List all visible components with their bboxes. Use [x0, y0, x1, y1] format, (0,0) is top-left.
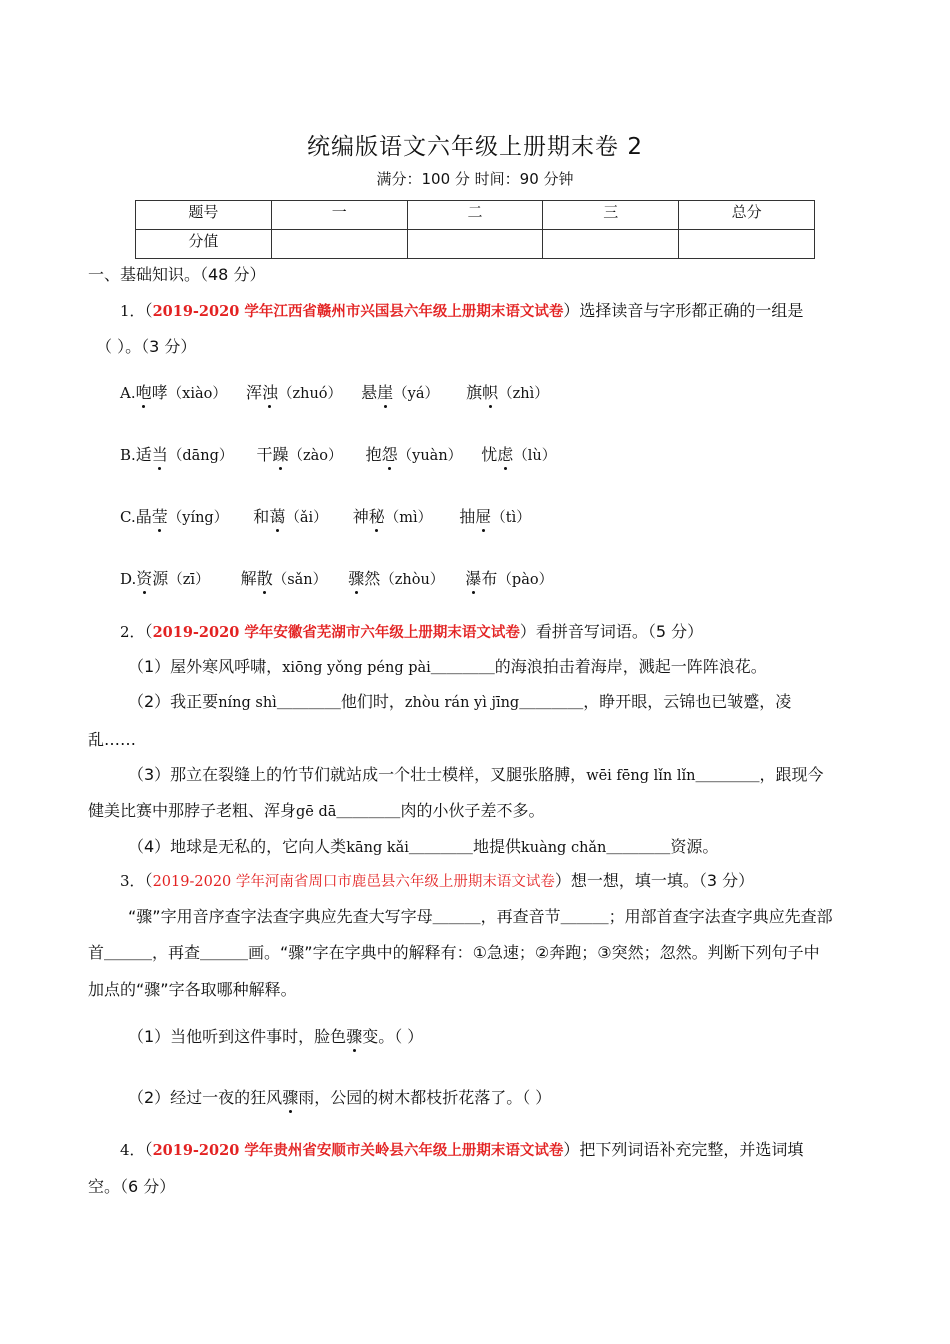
pinyin: （dāng）: [167, 448, 234, 464]
table-cell[interactable]: [679, 230, 815, 259]
table-cell[interactable]: [407, 230, 543, 259]
pinyin: （xiào）: [167, 386, 227, 402]
question-number: 1．: [120, 302, 145, 320]
text: （4）地球是无私的，它向人类: [128, 837, 347, 856]
char: 布: [481, 569, 498, 588]
pinyin: （pào）: [497, 572, 554, 588]
answer-blank[interactable]: ＿＿＿＿: [336, 801, 401, 820]
char: 旗: [466, 383, 483, 402]
pinyin: kuàng chǎn: [520, 840, 607, 856]
question-number: 2．: [120, 623, 145, 641]
char: 源: [152, 569, 169, 588]
paren-open: （: [144, 301, 153, 320]
char: 哮: [151, 383, 168, 402]
text: （1）当他听到这件事时，脸色: [128, 1027, 347, 1046]
question-3: [120, 868, 754, 891]
q3-item-2: [128, 1085, 551, 1108]
text: ，跟现今: [759, 765, 824, 784]
char: 浑: [245, 383, 262, 402]
pinyin: （yuàn）: [397, 448, 463, 464]
text: （1）屋外寒风呼啸，: [128, 657, 283, 676]
table-cell[interactable]: [271, 230, 407, 259]
dotted-char: 骤: [348, 566, 364, 589]
char: 解: [240, 569, 257, 588]
paren-open: （: [144, 1140, 153, 1159]
answer-blank[interactable]: ＿＿＿＿: [276, 692, 341, 711]
dotted-char: 怨: [382, 442, 398, 465]
paren-open: （: [144, 871, 153, 890]
dotted-char: 莹: [152, 504, 168, 527]
question-4-cont: 空。（6 分）: [88, 1177, 176, 1196]
pinyin: wēi fēng lǐn lǐn: [586, 768, 696, 784]
q2-item-2-cont: 乱……: [88, 730, 137, 749]
q2-item-4: [128, 834, 718, 857]
q3-paragraph-line: 加点的“骤”字各取哪种解释。: [88, 980, 297, 999]
q2-item-3: [128, 762, 823, 785]
dotted-char: 躁: [273, 442, 289, 465]
pinyin: （ǎi）: [285, 510, 328, 526]
option-a[interactable]: [120, 380, 549, 403]
score-table: [135, 200, 815, 259]
answer-blank[interactable]: ＿＿＿＿: [408, 837, 473, 856]
question-number: 4．: [120, 1141, 145, 1159]
paren-open: （: [144, 622, 153, 641]
text: 的海浪拍击着海岸，溅起一阵阵浪花。: [494, 657, 767, 676]
option-label: C.: [120, 508, 136, 526]
option-label: B.: [120, 446, 136, 464]
paren-close: ）: [563, 1140, 580, 1159]
text: 肉的小伙子差不多。: [400, 801, 545, 820]
pinyin: （tì）: [491, 510, 531, 526]
table-row: [136, 201, 815, 230]
char: 晶: [135, 507, 152, 526]
option-b[interactable]: [120, 442, 556, 465]
answer-blank[interactable]: ＿＿＿＿: [519, 692, 584, 711]
question-text: 把下列词语补充完整，并选词填: [579, 1140, 804, 1159]
page-subtitle: 满分：100 分 时间：90 分钟: [376, 170, 574, 188]
question-2: [120, 619, 703, 642]
pinyin: （yíng）: [167, 510, 229, 526]
dotted-char: 骤: [346, 1024, 362, 1047]
pinyin: kāng kǎi: [346, 840, 409, 856]
q3-paragraph-line: “骤”字用音序查字法查字典应先查大写字母＿＿＿，再查音节＿＿＿；用部首查字法查字典应先查部: [128, 907, 833, 926]
dotted-char: 帜: [482, 380, 498, 403]
pinyin: （mì）: [384, 510, 433, 526]
char: 悬: [361, 383, 378, 402]
text: （2）我正要: [128, 692, 219, 711]
char: 干: [256, 445, 273, 464]
char: 和: [253, 507, 270, 526]
paren-close: ）: [554, 871, 571, 890]
q2-item-1: [128, 654, 767, 677]
answer-blank[interactable]: ＿＿＿＿: [695, 765, 760, 784]
table-header-cell: 题号: [136, 201, 272, 230]
pinyin: （zī）: [168, 572, 210, 588]
table-header-cell: 总分: [679, 201, 815, 230]
question-1-answer-line: （ ）。（3 分）: [96, 337, 197, 356]
text: 变。（ ）: [362, 1027, 424, 1046]
question-source: 2019-2020 学年河南省周口市鹿邑县六年级上册期末语文试卷: [152, 874, 555, 890]
table-row: [136, 230, 815, 259]
question-number: 3．: [120, 872, 145, 890]
text: 健美比赛中那脖子老粗、浑身: [88, 801, 297, 820]
table-cell: 分值: [136, 230, 272, 259]
dotted-char: 浊: [262, 380, 278, 403]
pinyin: gē dā: [296, 804, 337, 820]
option-label: A.: [120, 384, 136, 402]
question-text: 选择读音与字形都正确的一组是: [579, 301, 804, 320]
char: 忧: [481, 445, 498, 464]
pinyin: xiōng yǒng péng pài: [282, 660, 431, 676]
question-1: [120, 298, 803, 321]
option-d[interactable]: [120, 566, 553, 589]
pinyin: níng shì: [218, 695, 277, 711]
dotted-char: 秘: [369, 504, 385, 527]
text: 地提供: [472, 837, 521, 856]
q2-item-3-cont: [88, 798, 544, 821]
text: （3）那立在裂缝上的竹节们就站成一个壮士模样，叉腿张胳膊，: [128, 765, 587, 784]
text: （2）经过一夜的狂风: [128, 1088, 283, 1107]
dotted-char: 崖: [377, 380, 393, 403]
char: 抱: [365, 445, 382, 464]
text: 他们时，: [340, 692, 405, 711]
dotted-char: 蔼: [269, 504, 285, 527]
char: 神: [352, 507, 369, 526]
pinyin: （zào）: [288, 448, 343, 464]
text: ，睁开眼，云锦也已皱蹙，凌: [583, 692, 792, 711]
pinyin: （zhòu）: [380, 572, 445, 588]
table-cell[interactable]: [543, 230, 679, 259]
char: 然: [364, 569, 381, 588]
char: 抽: [459, 507, 476, 526]
q3-paragraph-line: 首＿＿＿，再查＿＿＿画。“骤”字在字典中的解释有：①急速；②奔跑；③突然；忽然。判断下列句子中: [88, 943, 820, 962]
question-text: 看拼音写词语。（5 分）: [535, 622, 704, 641]
question-text: 想一想，填一填。（3 分）: [570, 871, 755, 890]
pinyin: （zhuó）: [277, 386, 343, 402]
table-header-cell: 二: [407, 201, 543, 230]
text: 资源。: [670, 837, 719, 856]
dotted-char: 瀑: [465, 566, 481, 589]
dotted-char: 虑: [497, 442, 513, 465]
answer-blank[interactable]: ＿＿＿＿: [430, 657, 495, 676]
q3-item-1: [128, 1024, 423, 1047]
q2-item-2: [128, 689, 791, 712]
char: 适: [135, 445, 152, 464]
dotted-char: 骤: [282, 1085, 298, 1108]
dotted-char: 当: [152, 442, 168, 465]
pinyin: （zhì）: [498, 386, 549, 402]
pinyin: （yá）: [393, 386, 439, 402]
answer-blank[interactable]: ＿＿＿＿: [606, 837, 671, 856]
option-label: D.: [120, 570, 137, 588]
table-header-cell: 一: [271, 201, 407, 230]
dotted-char: 资: [136, 566, 152, 589]
paren-close: ）: [519, 622, 536, 641]
text: 雨，公园的树木都枝折花落了。（ ）: [298, 1088, 552, 1107]
pinyin: （lù）: [513, 448, 557, 464]
table-header-cell: 三: [543, 201, 679, 230]
dotted-char: 散: [257, 566, 273, 589]
question-source: 2019-2020 学年江西省赣州市兴国县六年级上册期末语文试卷: [152, 303, 564, 320]
section-heading: 一、基础知识。（48 分）: [88, 265, 266, 284]
dotted-char: 咆: [136, 380, 152, 403]
pinyin: （sǎn）: [272, 572, 328, 588]
dotted-char: 屉: [475, 504, 491, 527]
pinyin: zhòu rán yì jīng: [404, 695, 520, 711]
option-c[interactable]: [120, 504, 531, 527]
page-title: 统编版语文六年级上册期末卷 2: [307, 134, 643, 160]
question-source: 2019-2020 学年安徽省芜湖市六年级上册期末语文试卷: [152, 624, 520, 641]
question-source: 2019-2020 学年贵州省安顺市关岭县六年级上册期末语文试卷: [152, 1142, 564, 1159]
paren-close: ）: [563, 301, 580, 320]
question-4: [120, 1137, 803, 1160]
